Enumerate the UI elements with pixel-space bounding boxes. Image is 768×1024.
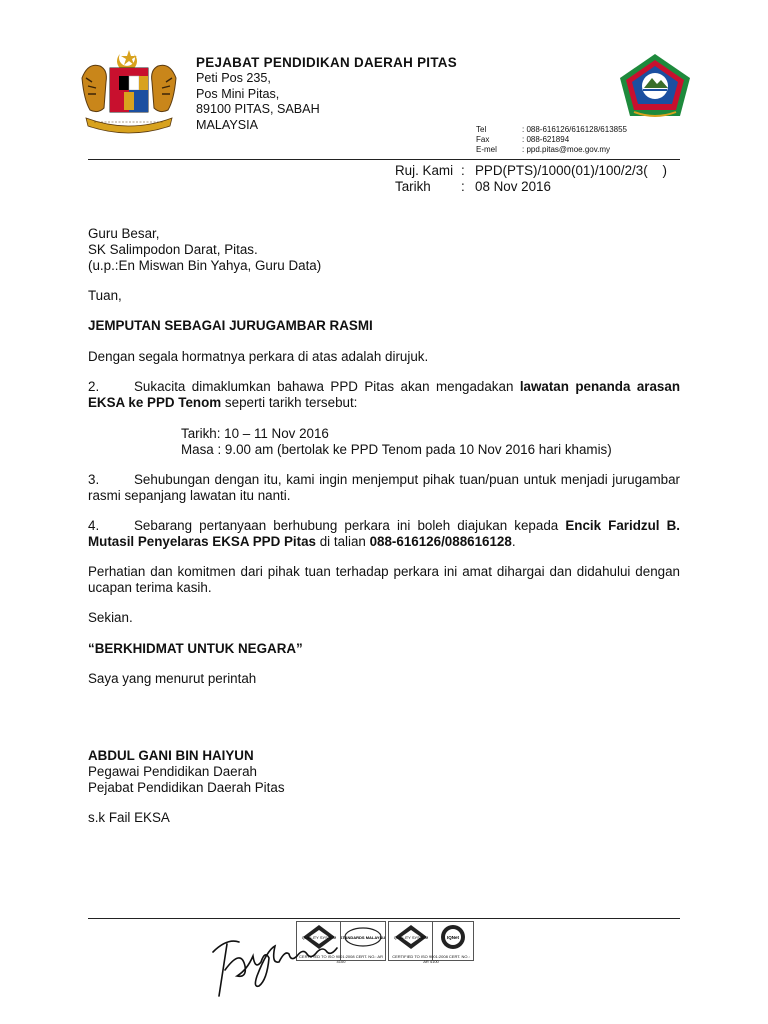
paragraph-number: 3.: [88, 472, 100, 487]
office-name: PEJABAT PENDIDIKAN DAERAH PITAS: [196, 55, 458, 70]
para4-phone: 088-616126/088616128: [369, 534, 512, 549]
recipient-line: (u.p.:En Miswan Bin Yahya, Guru Data): [88, 258, 322, 273]
paragraph-number: 4.: [88, 518, 100, 533]
recipient-line: SK Salimpodon Darat, Pitas.: [88, 242, 258, 257]
yours-faithfully: Saya yang menurut perintah: [88, 671, 257, 686]
contact-label: Fax: [476, 135, 490, 144]
paragraph-number: 2.: [88, 379, 100, 394]
motto: “BERKHIDMAT UNTUK NEGARA”: [88, 641, 303, 656]
ppd-logo: [616, 52, 694, 120]
contact-label: Tel: [476, 125, 487, 134]
reference-row: [395, 163, 667, 179]
contact-value: : 088-621894: [522, 135, 570, 144]
date-row: [395, 179, 667, 195]
badge-text: QUALITY SYSTEM: [301, 935, 337, 940]
para4-text: Sebarang pertanyaan berhubung perkara ini boleh diajukan kepada: [134, 518, 566, 533]
contact-label: E-mel: [476, 145, 497, 154]
para2-text-end: seperti tarikh tersebut:: [221, 395, 358, 410]
office-address: [196, 71, 320, 133]
signatory-block: [88, 748, 285, 796]
ref-value: PPD(PTS)/1000(01)/100/2/3( ): [475, 163, 668, 178]
closing-paragraph: Perhatian dan komitmen dari pihak tuan terhadap perkara ini amat dihargai dan didahului dengan ucapan terima kasih.: [88, 564, 680, 595]
address-line: MALAYSIA: [196, 117, 259, 132]
para2-bold: lawatan penanda arasan EKSA ke PPD Tenom: [88, 379, 680, 410]
intro-paragraph: Dengan segala hormatnya perkara di atas adalah dirujuk.: [88, 349, 429, 364]
carbon-copy: s.k Fail EKSA: [88, 810, 170, 825]
para2-text: Sukacita dimaklumkan bahawa PPD Pitas akan mengadakan: [134, 379, 520, 394]
reference-block: [395, 163, 667, 195]
badge-text: IQNet: [446, 935, 460, 940]
para4-text-end: .: [511, 534, 516, 549]
date-value: 08 Nov 2016: [475, 179, 551, 194]
address-line: Pos Mini Pitas,: [196, 86, 280, 101]
badge-text: QUALITY SYSTEM: [393, 935, 429, 940]
contact-value: : 088-616126/616128/613855: [522, 125, 627, 134]
paragraph-2: [88, 379, 680, 411]
recipient-block: [88, 226, 321, 274]
ref-colon: :: [461, 163, 465, 178]
contact-tel: [476, 125, 627, 135]
handwritten-signature: [205, 920, 355, 1005]
contact-block: [476, 125, 627, 155]
address-line: 89100 PITAS, SABAH: [196, 102, 320, 116]
signatory-title: Pegawai Pendidikan Daerah: [88, 764, 257, 779]
para4-contact-person: Encik Faridzul B. Mutasil Penyelaras EKSA PPD Pitas: [88, 518, 681, 549]
details-block: [181, 426, 612, 458]
date-label: Tarikh: [395, 179, 431, 194]
recipient-line: Guru Besar,: [88, 226, 160, 241]
footer-divider: [88, 918, 680, 919]
paragraph-3: [88, 472, 680, 504]
paragraph-4: [88, 518, 680, 550]
address-line: Peti Pos 235,: [196, 71, 271, 85]
contact-fax: [476, 135, 627, 145]
salutation: Tuan,: [88, 288, 122, 303]
sekian: Sekian.: [88, 610, 133, 625]
para4-text-mid: di talian: [315, 534, 370, 549]
cert-caption: CERTIFIED TO ISO 9001:2008 CERT. NO.: AR 4100: [299, 954, 383, 964]
signatory-office: Pejabat Pendidikan Daerah Pitas: [88, 780, 285, 795]
letter-subject: JEMPUTAN SEBAGAI JURUGAMBAR RASMI: [88, 318, 373, 333]
badge-text: STANDARDS MALAYSIA: [341, 935, 385, 940]
signatory-name: ABDUL GANI BIN HAIYUN: [88, 748, 254, 763]
coat-of-arms-emblem: [76, 48, 182, 136]
para3-text: Sehubungan dengan itu, kami ingin menjemput pihak tuan/puan untuk menjadi jurugambar rasmi sepanjang lawatan itu nanti.: [88, 472, 680, 503]
header-divider: [88, 159, 680, 160]
detail-time: Masa : 9.00 am (bertolak ke PPD Tenom pada 10 Nov 2016 hari khamis): [181, 442, 612, 457]
detail-date: Tarikh: 10 – 11 Nov 2016: [181, 426, 329, 441]
ref-label: Ruj. Kami: [395, 163, 454, 178]
date-colon: :: [461, 179, 465, 194]
contact-email: [476, 145, 627, 155]
cert-caption: CERTIFIED TO ISO 9001:2008 CERT. NO.: AR 4100: [392, 954, 470, 964]
contact-value: : ppd.pitas@moe.gov.my: [522, 145, 611, 154]
